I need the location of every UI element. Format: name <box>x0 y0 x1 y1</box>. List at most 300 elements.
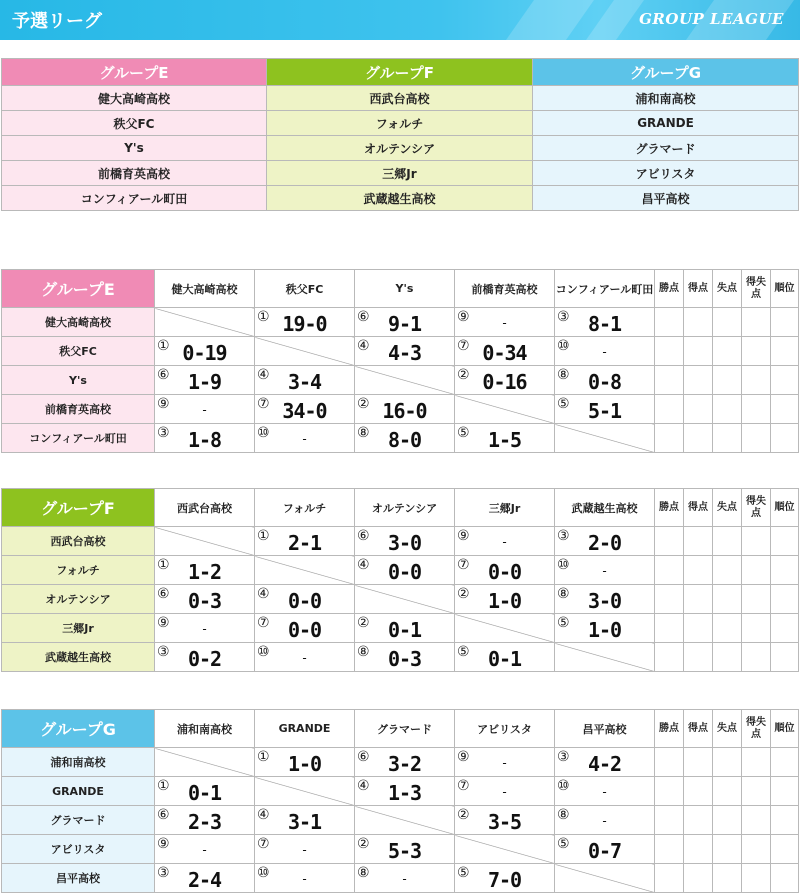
stat-cell <box>771 556 799 585</box>
group-g-header: グループG <box>533 59 799 86</box>
stat-cell <box>713 527 742 556</box>
league-row-team: 西武台高校 <box>2 527 155 556</box>
match-result-cell <box>455 366 555 395</box>
match-score: - <box>302 843 307 857</box>
stat-cell <box>771 806 799 835</box>
match-result-cell <box>155 614 255 643</box>
stat-header: 勝点 <box>655 270 684 308</box>
match-number: ⑧ <box>357 865 370 881</box>
self-match-cell <box>255 556 355 585</box>
self-match-cell <box>155 748 255 777</box>
match-number: ⑤ <box>557 836 570 852</box>
match-score: 2-1 <box>287 531 322 555</box>
league-column-team: グラマード <box>355 710 455 748</box>
stat-cell <box>771 366 799 395</box>
match-result-cell <box>455 556 555 585</box>
match-result-cell <box>355 556 455 585</box>
match-number: ⑥ <box>357 528 370 544</box>
match-result-cell <box>255 366 355 395</box>
stat-cell <box>713 835 742 864</box>
stat-header: 失点 <box>713 270 742 308</box>
match-number: ⑩ <box>257 865 270 881</box>
stat-header: 失点 <box>713 489 742 527</box>
group-e-header: グループE <box>2 59 267 86</box>
match-score: - <box>502 316 507 330</box>
match-score: - <box>602 785 607 799</box>
match-score: 0-2 <box>187 647 222 671</box>
match-result-cell <box>355 835 455 864</box>
match-score: 2-4 <box>187 868 222 892</box>
match-number: ③ <box>557 749 570 765</box>
league-row-team: GRANDE <box>2 777 155 806</box>
match-result-cell <box>255 806 355 835</box>
stat-cell <box>742 748 771 777</box>
match-score: - <box>602 814 607 828</box>
match-score: 1-2 <box>187 560 222 584</box>
match-number: ② <box>457 807 470 823</box>
match-result-cell <box>355 864 455 893</box>
stat-cell <box>655 835 684 864</box>
match-result-cell <box>255 527 355 556</box>
league-group-title: グループE <box>2 270 155 308</box>
match-score: - <box>502 535 507 549</box>
stat-cell <box>771 835 799 864</box>
stat-cell <box>713 585 742 614</box>
match-result-cell <box>455 864 555 893</box>
league-row-team: 浦和南高校 <box>2 748 155 777</box>
match-number: ⑤ <box>457 865 470 881</box>
match-result-cell <box>555 308 655 337</box>
match-number: ⑨ <box>157 615 170 631</box>
match-result-cell <box>155 643 255 672</box>
match-score: - <box>202 843 207 857</box>
stat-cell <box>742 424 771 453</box>
league-row <box>2 424 799 453</box>
match-number: ① <box>257 749 270 765</box>
stat-cell <box>771 777 799 806</box>
page-title: 予選リーグ <box>12 11 102 32</box>
stat-cell <box>713 337 742 366</box>
league-column-team: アビリスタ <box>455 710 555 748</box>
group-team-name: 秩父FC <box>2 111 267 136</box>
match-number: ⑤ <box>557 615 570 631</box>
match-number: ④ <box>257 807 270 823</box>
match-score: 4-3 <box>387 341 422 365</box>
match-result-cell <box>355 337 455 366</box>
stat-cell <box>771 337 799 366</box>
match-number: ⑥ <box>357 309 370 325</box>
match-number: ⑦ <box>457 778 470 794</box>
match-score: 3-2 <box>387 752 422 776</box>
stat-cell <box>684 556 713 585</box>
match-result-cell <box>155 835 255 864</box>
stat-cell <box>684 614 713 643</box>
match-number: ⑦ <box>457 557 470 573</box>
stat-header: 得失点 <box>742 270 771 308</box>
stat-cell <box>713 424 742 453</box>
match-number: ⑥ <box>157 586 170 602</box>
stat-cell <box>742 643 771 672</box>
match-score: 34-0 <box>282 399 327 423</box>
self-match-cell <box>455 395 555 424</box>
stat-cell <box>684 527 713 556</box>
stat-cell <box>771 864 799 893</box>
stat-header: 順位 <box>771 489 799 527</box>
league-row <box>2 777 799 806</box>
match-result-cell <box>355 527 455 556</box>
league-row-team: コンフィアール町田 <box>2 424 155 453</box>
stat-cell <box>655 748 684 777</box>
stat-cell <box>655 585 684 614</box>
match-score: - <box>602 564 607 578</box>
stat-cell <box>713 395 742 424</box>
page-subtitle-en: GROUP LEAGUE <box>639 10 784 28</box>
league-row <box>2 643 799 672</box>
group-team-name: オルテンシア <box>267 136 533 161</box>
self-match-cell <box>155 308 255 337</box>
stat-cell <box>655 806 684 835</box>
match-result-cell <box>155 366 255 395</box>
self-match-cell <box>355 806 455 835</box>
group-team-name: 三郷Jr <box>267 161 533 186</box>
match-number: ② <box>357 396 370 412</box>
stat-header: 順位 <box>771 710 799 748</box>
league-row <box>2 748 799 777</box>
stat-cell <box>655 337 684 366</box>
league-column-team: 西武台高校 <box>155 489 255 527</box>
match-score: 0-1 <box>387 618 422 642</box>
stat-cell <box>771 395 799 424</box>
league-row <box>2 527 799 556</box>
match-result-cell <box>455 643 555 672</box>
match-score: 0-7 <box>587 839 622 863</box>
stat-cell <box>684 806 713 835</box>
match-score: 1-5 <box>487 428 522 452</box>
match-score: 2-3 <box>187 810 222 834</box>
match-result-cell <box>155 337 255 366</box>
match-result-cell <box>555 806 655 835</box>
match-result-cell <box>555 366 655 395</box>
group-list-row <box>2 111 799 136</box>
match-number: ⑨ <box>457 309 470 325</box>
match-score: - <box>502 756 507 770</box>
match-number: ⑦ <box>257 396 270 412</box>
stat-cell <box>655 864 684 893</box>
match-number: ⑦ <box>257 615 270 631</box>
match-number: ① <box>257 309 270 325</box>
match-score: 3-5 <box>487 810 522 834</box>
match-number: ② <box>457 367 470 383</box>
match-number: ② <box>357 615 370 631</box>
match-score: 3-0 <box>387 531 422 555</box>
match-score: 9-1 <box>387 312 422 336</box>
match-score: - <box>502 785 507 799</box>
match-score: 0-8 <box>587 370 622 394</box>
match-number: ④ <box>357 338 370 354</box>
match-score: 0-16 <box>482 370 527 394</box>
stat-cell <box>771 308 799 337</box>
group-f-header: グループF <box>267 59 533 86</box>
match-result-cell <box>255 864 355 893</box>
match-result-cell <box>555 585 655 614</box>
league-table-group-e <box>1 269 799 453</box>
match-result-cell <box>255 614 355 643</box>
group-team-name: コンフィアール町田 <box>2 186 267 211</box>
match-result-cell <box>255 835 355 864</box>
stat-cell <box>713 556 742 585</box>
match-result-cell <box>155 424 255 453</box>
match-number: ⑩ <box>257 644 270 660</box>
stat-cell <box>655 366 684 395</box>
match-number: ⑦ <box>257 836 270 852</box>
league-column-team: フォルチ <box>255 489 355 527</box>
match-number: ⑤ <box>457 425 470 441</box>
league-row-team: Y's <box>2 366 155 395</box>
match-number: ⑧ <box>557 807 570 823</box>
match-number: ⑧ <box>357 425 370 441</box>
group-list-row <box>2 161 799 186</box>
self-match-cell <box>355 585 455 614</box>
match-score: 5-1 <box>587 399 622 423</box>
stat-cell <box>771 424 799 453</box>
match-number: ④ <box>357 557 370 573</box>
match-result-cell <box>255 308 355 337</box>
league-column-team: オルテンシア <box>355 489 455 527</box>
match-score: 0-3 <box>187 589 222 613</box>
stat-cell <box>655 643 684 672</box>
self-match-cell <box>555 864 655 893</box>
match-number: ④ <box>257 586 270 602</box>
self-match-cell <box>455 835 555 864</box>
stat-header: 順位 <box>771 270 799 308</box>
match-result-cell <box>555 395 655 424</box>
match-number: ⑧ <box>557 367 570 383</box>
stat-cell <box>742 556 771 585</box>
stat-cell <box>655 614 684 643</box>
stat-header: 失点 <box>713 710 742 748</box>
league-row <box>2 366 799 395</box>
match-number: ⑩ <box>557 778 570 794</box>
stat-cell <box>684 864 713 893</box>
match-score: - <box>202 622 207 636</box>
group-team-name: グラマード <box>533 136 799 161</box>
league-row-team: アビリスタ <box>2 835 155 864</box>
match-result-cell <box>555 337 655 366</box>
self-match-cell <box>255 777 355 806</box>
group-team-name: 西武台高校 <box>267 86 533 111</box>
match-result-cell <box>455 777 555 806</box>
stat-cell <box>742 395 771 424</box>
stat-cell <box>684 585 713 614</box>
match-number: ① <box>257 528 270 544</box>
self-match-cell <box>355 366 455 395</box>
stat-cell <box>655 527 684 556</box>
match-score: 8-1 <box>587 312 622 336</box>
group-team-name: 健大高崎高校 <box>2 86 267 111</box>
match-score: 0-3 <box>387 647 422 671</box>
match-score: - <box>302 432 307 446</box>
match-number: ③ <box>157 425 170 441</box>
match-result-cell <box>155 777 255 806</box>
league-column-team: 昌平高校 <box>555 710 655 748</box>
stat-cell <box>713 308 742 337</box>
stat-header: 得点 <box>684 710 713 748</box>
stat-cell <box>742 835 771 864</box>
stat-cell <box>655 777 684 806</box>
match-result-cell <box>455 748 555 777</box>
page-banner <box>0 0 800 40</box>
stat-header: 勝点 <box>655 489 684 527</box>
stat-cell <box>742 366 771 395</box>
league-group-title: グループG <box>2 710 155 748</box>
match-result-cell <box>355 395 455 424</box>
stat-cell <box>742 308 771 337</box>
league-column-team: 浦和南高校 <box>155 710 255 748</box>
league-column-team: コンフィアール町田 <box>555 270 655 308</box>
group-team-name: アビリスタ <box>533 161 799 186</box>
league-row <box>2 585 799 614</box>
stat-header: 得失点 <box>742 489 771 527</box>
group-list-table <box>1 58 799 211</box>
match-result-cell <box>355 643 455 672</box>
league-column-team: 前橋育英高校 <box>455 270 555 308</box>
stat-header: 得失点 <box>742 710 771 748</box>
stat-cell <box>771 643 799 672</box>
match-result-cell <box>455 806 555 835</box>
match-score: 8-0 <box>387 428 422 452</box>
league-row-team: 武蔵越生高校 <box>2 643 155 672</box>
match-number: ⑥ <box>357 749 370 765</box>
match-result-cell <box>155 395 255 424</box>
match-result-cell <box>155 556 255 585</box>
stat-cell <box>655 395 684 424</box>
match-score: 5-3 <box>387 839 422 863</box>
match-score: 16-0 <box>382 399 427 423</box>
match-number: ① <box>157 338 170 354</box>
stat-cell <box>655 556 684 585</box>
match-result-cell <box>455 527 555 556</box>
league-row <box>2 864 799 893</box>
league-row <box>2 614 799 643</box>
stat-cell <box>742 777 771 806</box>
stat-cell <box>713 614 742 643</box>
match-number: ③ <box>157 865 170 881</box>
league-row <box>2 337 799 366</box>
match-result-cell <box>155 806 255 835</box>
stat-cell <box>713 366 742 395</box>
match-number: ⑨ <box>157 396 170 412</box>
match-score: 0-1 <box>487 647 522 671</box>
league-row-team: 前橋育英高校 <box>2 395 155 424</box>
match-number: ⑥ <box>157 367 170 383</box>
league-group-title: グループF <box>2 489 155 527</box>
group-team-name: フォルチ <box>267 111 533 136</box>
league-column-team: 秩父FC <box>255 270 355 308</box>
match-number: ② <box>357 836 370 852</box>
stat-cell <box>713 864 742 893</box>
stat-cell <box>713 777 742 806</box>
match-result-cell <box>455 585 555 614</box>
group-team-name: Y's <box>2 136 267 161</box>
match-result-cell <box>355 748 455 777</box>
match-number: ⑥ <box>157 807 170 823</box>
stat-cell <box>684 748 713 777</box>
self-match-cell <box>155 527 255 556</box>
stat-cell <box>684 308 713 337</box>
match-number: ⑧ <box>357 644 370 660</box>
league-row-team: オルテンシア <box>2 585 155 614</box>
match-number: ④ <box>357 778 370 794</box>
match-number: ⑦ <box>457 338 470 354</box>
match-number: ⑤ <box>557 396 570 412</box>
stat-cell <box>713 643 742 672</box>
stat-cell <box>771 748 799 777</box>
stat-cell <box>771 527 799 556</box>
league-row-team: フォルチ <box>2 556 155 585</box>
match-result-cell <box>555 556 655 585</box>
league-row <box>2 806 799 835</box>
stat-cell <box>742 614 771 643</box>
match-result-cell <box>255 395 355 424</box>
stat-cell <box>742 337 771 366</box>
match-number: ③ <box>557 309 570 325</box>
group-list-row <box>2 86 799 111</box>
match-score: 7-0 <box>487 868 522 892</box>
match-result-cell <box>355 308 455 337</box>
match-result-cell <box>555 835 655 864</box>
league-row-team: 健大高崎高校 <box>2 308 155 337</box>
stat-cell <box>713 748 742 777</box>
group-team-name: 武蔵越生高校 <box>267 186 533 211</box>
match-score: 0-0 <box>487 560 522 584</box>
self-match-cell <box>455 614 555 643</box>
match-result-cell <box>155 864 255 893</box>
match-result-cell <box>255 585 355 614</box>
match-score: - <box>402 872 407 886</box>
match-score: - <box>202 403 207 417</box>
match-score: 1-3 <box>387 781 422 805</box>
match-number: ⑧ <box>557 586 570 602</box>
stat-cell <box>655 308 684 337</box>
stat-cell <box>684 395 713 424</box>
match-result-cell <box>255 643 355 672</box>
group-team-name: 浦和南高校 <box>533 86 799 111</box>
league-row-team: 昌平高校 <box>2 864 155 893</box>
match-score: 1-0 <box>287 752 322 776</box>
league-row <box>2 835 799 864</box>
league-row <box>2 308 799 337</box>
match-result-cell <box>255 424 355 453</box>
match-number: ⑨ <box>457 528 470 544</box>
stat-cell <box>742 806 771 835</box>
match-score: 1-8 <box>187 428 222 452</box>
stat-cell <box>771 614 799 643</box>
match-score: 0-1 <box>187 781 222 805</box>
stat-cell <box>684 777 713 806</box>
league-column-team: GRANDE <box>255 710 355 748</box>
group-team-name: GRANDE <box>533 111 799 136</box>
match-score: - <box>602 345 607 359</box>
league-row-team: 三郷Jr <box>2 614 155 643</box>
match-result-cell <box>155 585 255 614</box>
group-list-row <box>2 136 799 161</box>
stat-cell <box>771 585 799 614</box>
stat-cell <box>684 337 713 366</box>
match-result-cell <box>355 614 455 643</box>
match-number: ⑩ <box>557 338 570 354</box>
match-score: 0-0 <box>387 560 422 584</box>
match-result-cell <box>455 337 555 366</box>
